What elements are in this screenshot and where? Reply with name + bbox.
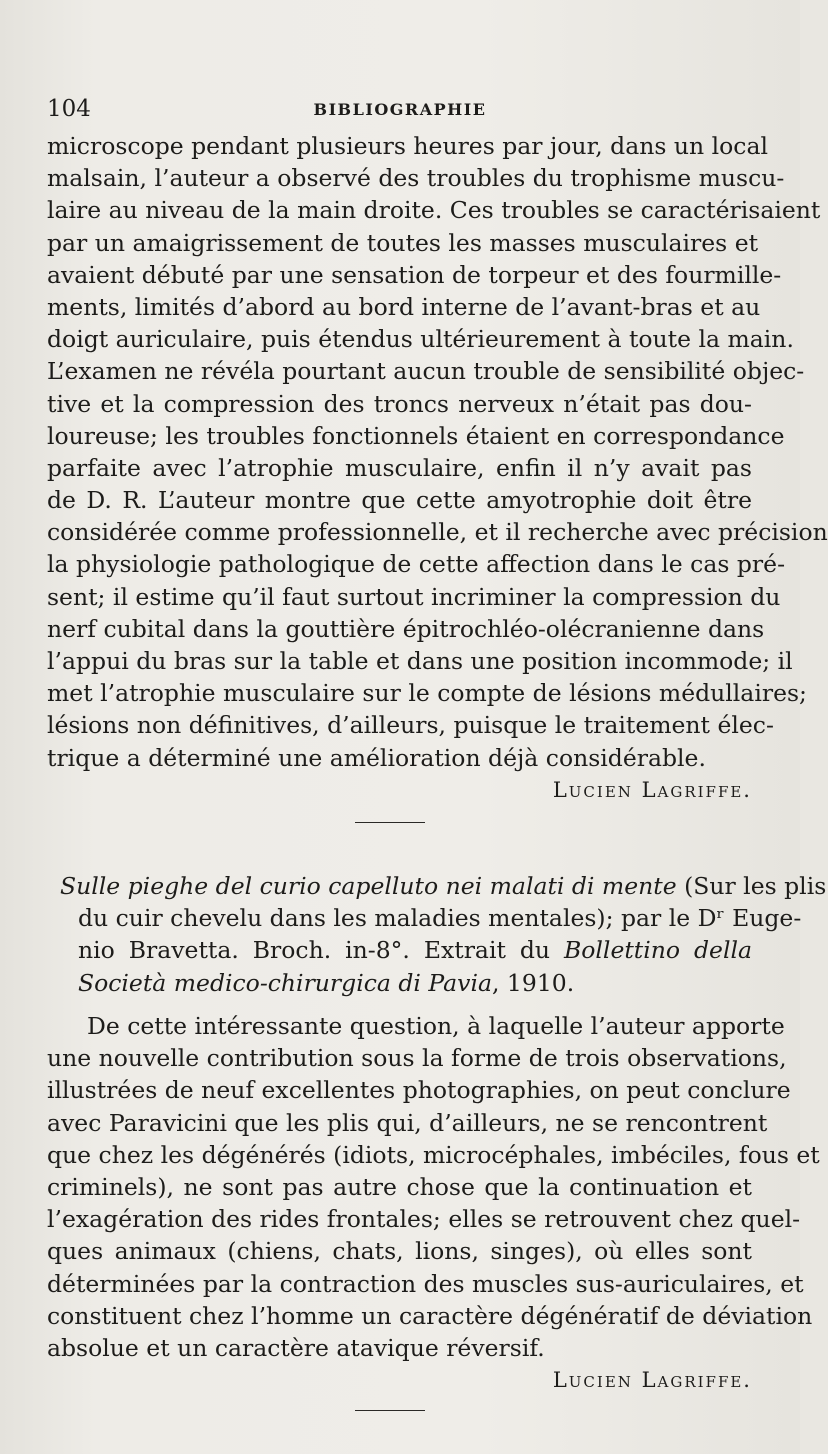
journal-title: Bollettino della [564, 936, 752, 965]
text-line: la physiologie pathologique de cette affection dans le cas pré- [47, 550, 786, 579]
text-line: trique a déterminé une amélioration déjà considérable. [47, 743, 706, 772]
text-line: tive et la compression des troncs nerveux n’était pas dou- [47, 389, 752, 418]
text-line: que chez les dégénérés (idiots, microcéphales, imbéciles, fous et [47, 1140, 820, 1169]
section-divider [355, 1410, 425, 1411]
running-head [47, 96, 753, 126]
author-signature: Lucien Lagriffe. [552, 777, 752, 802]
text-line: avaient débuté par une sensation de torpeur et des fourmille- [47, 260, 782, 289]
text-line: nerf cubital dans la gouttière épitrochléo-olécranienne dans [47, 614, 765, 643]
page-number: 104 [47, 96, 91, 122]
author-signature: Lucien Lagriffe. [552, 1368, 752, 1393]
entry-line [60, 934, 752, 966]
text-line: microscope pendant plusieurs heures par jour, dans un local [47, 132, 768, 160]
text-line: lésions non définitives, d’ailleurs, puisque le traitement élec- [47, 711, 774, 740]
text-line: L’examen ne révéla pourtant aucun trouble de sensibilité objec- [47, 357, 805, 386]
entry-year: , 1910. [491, 968, 575, 997]
text-line: parfaite avec l’atrophie musculaire, enfin il n’y avait pas [47, 453, 752, 482]
journal-title-cont: Società medico-chirurgica di Pavia [78, 968, 492, 997]
text-line: illustrées de neuf excellentes photographies, on peut conclure [47, 1076, 791, 1105]
section-divider [355, 822, 425, 823]
entry-line: du cuir chevelu dans les maladies mentales); par le Dʳ Euge- [78, 904, 802, 933]
text-line: ments, limités d’abord au bord interne de l’avant-bras et au [47, 292, 761, 321]
bibliographic-entry [60, 870, 827, 999]
text-line: sent; il estime qu’il faut surtout incriminer la compression du [47, 582, 781, 611]
text-line: De cette intéressante question, à laquelle l’auteur apporte [87, 1012, 785, 1040]
text-line: de D. R. L’auteur montre que cette amyotrophie doit être [47, 486, 752, 515]
entry-line [60, 870, 827, 902]
entry-translation-start: (Sur les plis [676, 872, 827, 900]
text-line: déterminées par la contraction des muscles sus-auriculaires, et [47, 1269, 804, 1298]
review-body-1 [47, 130, 828, 806]
text-line: par un amaigrissement de toutes les masses musculaires et [47, 228, 759, 257]
entry-line [60, 967, 752, 999]
text-line: une nouvelle contribution sous la forme de trois observations, [47, 1044, 787, 1073]
text-line: ques animaux (chiens, chats, lions, singes), où elles sont [47, 1237, 752, 1266]
text-line: doigt auriculaire, puis étendus ultérieurement à toute la main. [47, 325, 794, 354]
text-line: criminels), ne sont pas autre chose que la continuation et [47, 1172, 752, 1201]
text-line: l’exagération des rides frontales; elles se retrouvent chez quel- [47, 1205, 801, 1234]
text-line: malsain, l’auteur a observé des troubles du trophisme muscu- [47, 164, 785, 193]
entry-title: Sulle pieghe del curio capelluto nei malati di mente [60, 872, 677, 900]
text-line: avec Paravicini que les plis qui, d’ailleurs, ne se rencontrent [47, 1108, 768, 1137]
review-body-2 [47, 1010, 820, 1396]
text-line: absolue et un caractère atavique réversif. [47, 1333, 545, 1362]
entry-format: nio Bravetta. Broch. in-8°. Extrait du [78, 936, 564, 965]
text-line: constituent chez l’homme un caractère dégénératif de déviation [47, 1301, 813, 1330]
running-title: BIBLIOGRAPHIE [313, 100, 487, 119]
text-line: laire au niveau de la main droite. Ces troubles se caractérisaient [47, 196, 821, 225]
text-line: considérée comme professionnelle, et il recherche avec précision [47, 518, 828, 547]
text-line: loureuse; les troubles fonctionnels étaient en correspondance [47, 421, 785, 450]
text-line: met l’atrophie musculaire sur le compte de lésions médullaires; [47, 679, 807, 708]
text-line: l’appui du bras sur la table et dans une position incommode; il [47, 647, 793, 675]
